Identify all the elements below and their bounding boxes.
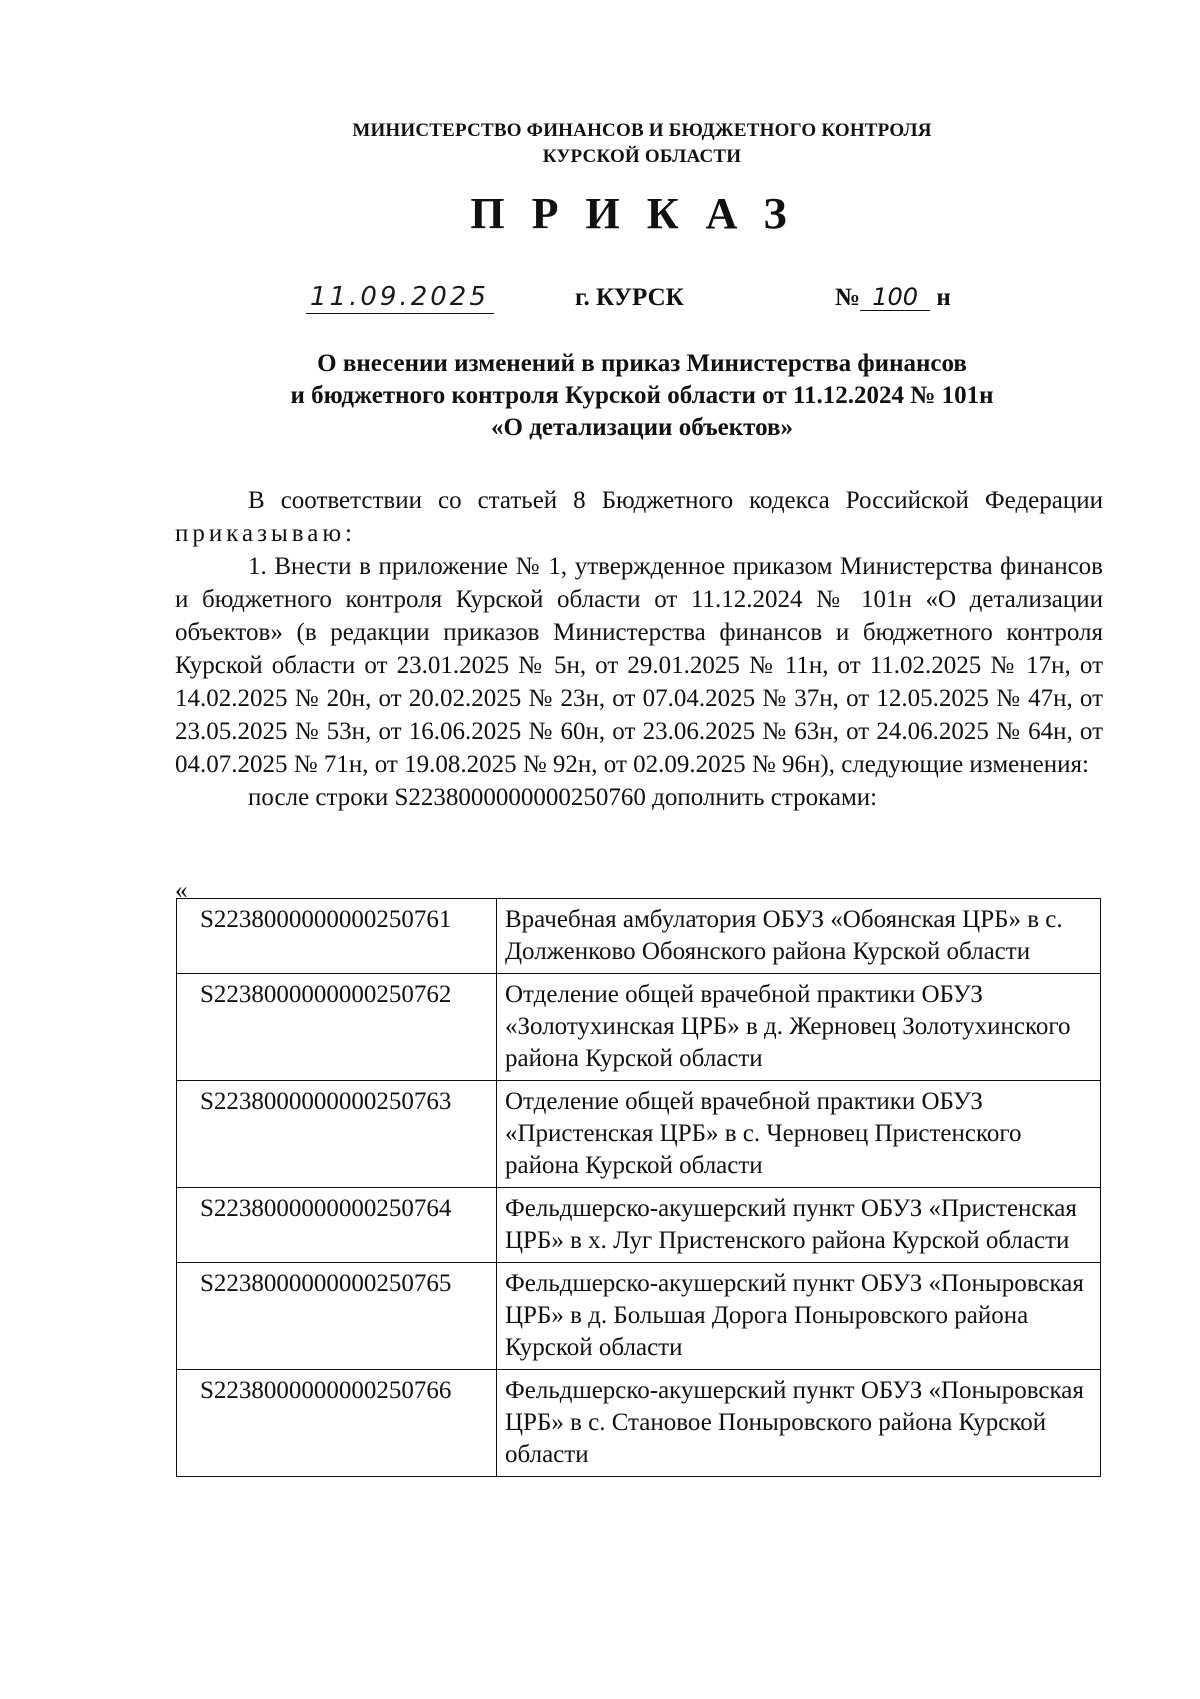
object-code-cell: S2238000000000250762 bbox=[177, 974, 497, 1081]
objects-table bbox=[176, 898, 1101, 1477]
object-name-cell: Фельдшерско-акушерский пункт ОБУЗ «Поныровская ЦРБ» в с. Становое Поныровского района Курской области bbox=[497, 1370, 1101, 1477]
date-underline bbox=[306, 313, 494, 314]
object-name-cell: Отделение общей врачебной практики ОБУЗ «Золотухинская ЦРБ» в д. Жерновец Золотухинского района Курской области bbox=[497, 974, 1101, 1081]
table-row bbox=[177, 1263, 1101, 1370]
title-line-1: О внесении изменений в приказ Министерства финансов bbox=[317, 350, 967, 377]
preamble-text: В соответствии со статьей 8 Бюджетного кодекса Российской Федерации bbox=[248, 487, 1103, 514]
handwritten-number: 100 bbox=[860, 284, 930, 311]
title-line-3: «О детализации объектов» bbox=[491, 414, 793, 441]
object-code-cell: S2238000000000250763 bbox=[177, 1081, 497, 1188]
object-name-cell: Фельдшерско-акушерский пункт ОБУЗ «Поныровская ЦРБ» в д. Большая Дорога Поныровского района Курской области bbox=[497, 1263, 1101, 1370]
number-suffix: н bbox=[936, 284, 951, 311]
order-body bbox=[175, 484, 1103, 814]
table-row bbox=[177, 1188, 1101, 1263]
objects-table-body bbox=[177, 899, 1101, 1477]
preamble-paragraph bbox=[175, 484, 1103, 550]
city-label: г. КУРСК bbox=[575, 284, 684, 311]
opening-quote: « bbox=[175, 877, 188, 904]
after-line-paragraph: после строки S2238000000000250760 дополнить строками: bbox=[248, 784, 878, 811]
object-code-cell: S2238000000000250764 bbox=[177, 1188, 497, 1263]
table-row bbox=[177, 899, 1101, 974]
ministry-header bbox=[0, 118, 1200, 170]
ministry-line-2: КУРСКОЙ ОБЛАСТИ bbox=[542, 146, 742, 167]
object-name-cell: Отделение общей врачебной практики ОБУЗ «Пристенская ЦРБ» в с. Черновец Пристенского района Курской области bbox=[497, 1081, 1101, 1188]
object-code-cell: S2238000000000250761 bbox=[177, 899, 497, 974]
title-line-2: и бюджетного контроля Курской области от 11.12.2024 № 101н bbox=[290, 382, 994, 409]
table-row bbox=[177, 1081, 1101, 1188]
table-row bbox=[177, 1370, 1101, 1477]
handwritten-date: 11.09.2025 bbox=[310, 282, 489, 312]
number-sign: № bbox=[835, 284, 861, 311]
item-1-paragraph: 1. Внести в приложение № 1, утвержденное приказом Министерства финансов и бюджетного контроля Курской области от 11.12.2024 № 101н «О детализации объектов» (в редакции приказов Министерства финансов и бюджетного контроля Курской области от 23.01.2025 № 5н, от 29.01.2025 № 11н, от 11.02.2025 № 17н, от 14.02.2025 № 20н, от 20.02.2025 № 23н, от 07.04.2025 № 37н, от 12.05.2025 № 47н, от 23.05.2025 № 53н, от 16.06.2025 № 60н, от 23.06.2025 № 63н, от 24.06.2025 № 64н, от 04.07.2025 № 71н, от 19.08.2025 № 92н, от 02.09.2025 № 96н), следующие изменения: bbox=[175, 553, 1103, 778]
order-title bbox=[0, 348, 1200, 444]
order-word: приказываю: bbox=[175, 520, 356, 547]
order-number bbox=[835, 284, 951, 312]
object-name-cell: Врачебная амбулатория ОБУЗ «Обоянская ЦРБ» в с. Долженково Обоянского района Курской области bbox=[497, 899, 1101, 974]
object-code-cell: S2238000000000250765 bbox=[177, 1263, 497, 1370]
ministry-line-1: МИНИСТЕРСТВО ФИНАНСОВ И БЮДЖЕТНОГО КОНТРОЛЯ bbox=[352, 120, 932, 141]
object-name-cell: Фельдшерско-акушерский пункт ОБУЗ «Пристенская ЦРБ» в х. Луг Пристенского района Курской области bbox=[497, 1188, 1101, 1263]
document-type-heading: ПРИКАЗ bbox=[470, 189, 814, 238]
table-row bbox=[177, 974, 1101, 1081]
object-code-cell: S2238000000000250766 bbox=[177, 1370, 497, 1477]
